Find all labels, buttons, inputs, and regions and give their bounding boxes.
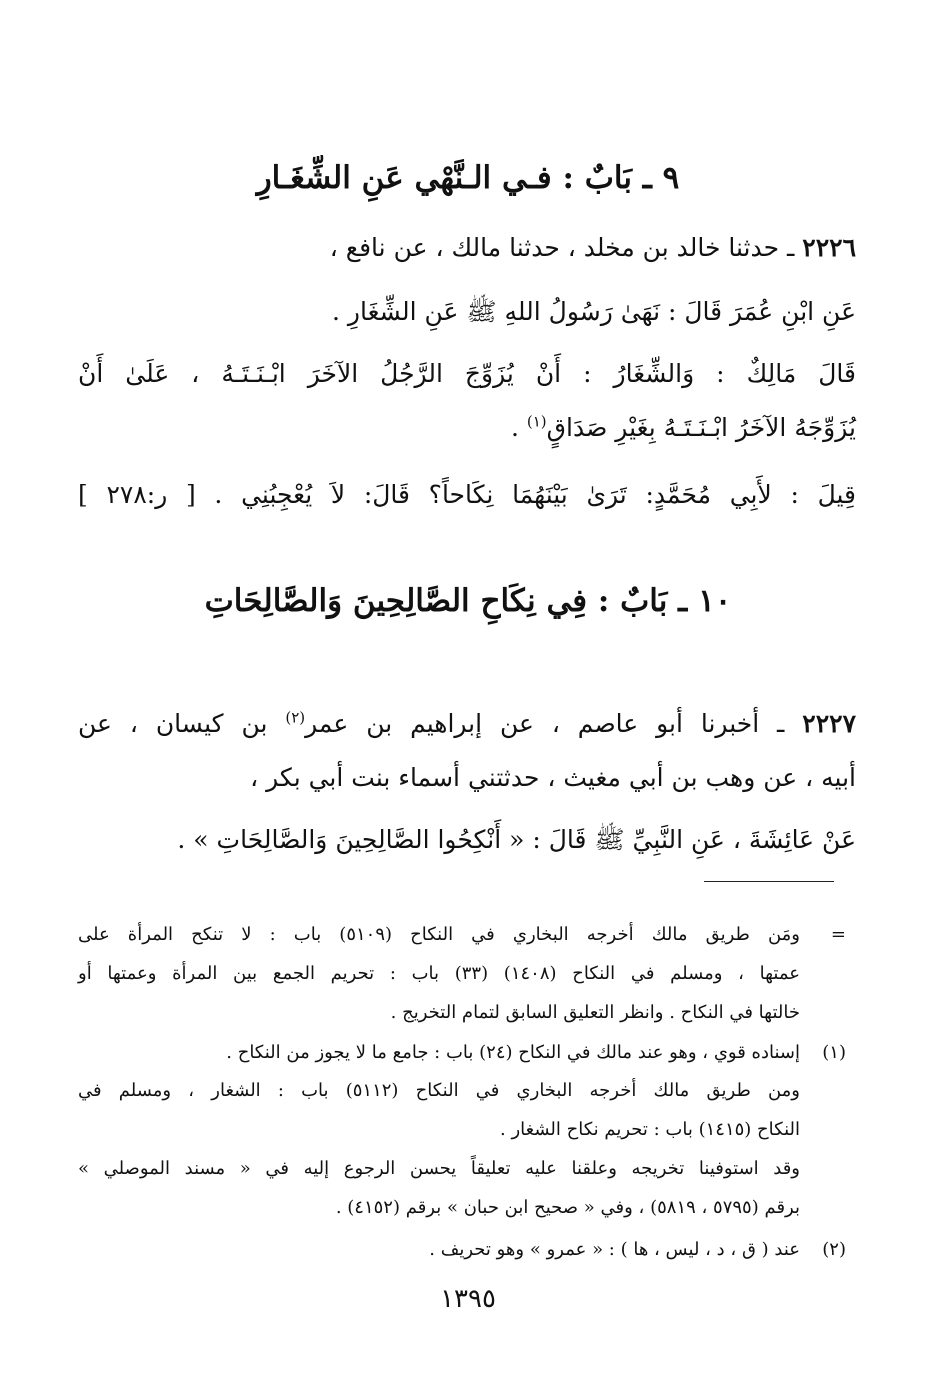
hadith-2226-line-1 <box>330 230 856 266</box>
hadith-2226-line-4-end: . <box>510 413 527 442</box>
continuation-marker: = <box>830 924 846 945</box>
footnote-1-line-1: إسناده قوي ، وهو عند مالك في النكاح (٢٤) باب : جامع ما لا يجوز من النكاح . <box>226 1042 800 1063</box>
chapter-10-heading: ١٠ ـ بَابٌ : فِي نِكَاحِ الصَّالِحِينَ وَالصَّالِحَاتِ <box>204 583 732 619</box>
footnote-continuation-line-2: عمتها ، ومسلم في النكاح (١٤٠٨) (٣٣) باب : تحريم الجمع بين المرأة وعمتها أو <box>78 963 800 984</box>
footnote-1-line-2: ومن طريق مالك أخرجه البخاري في النكاح (٥١١٢) باب : الشغار ، ومسلم في <box>78 1080 800 1101</box>
hadith-2226-line-2: عَنِ ابْنِ عُمَرَ قَالَ : نَهَىٰ رَسُولُ اللهِ ﷺ عَنِ الشِّغَارِ . <box>332 297 856 326</box>
footnote-continuation-line-3: خالتها في النكاح . وانظر التعليق السابق لتمام التخريج . <box>390 1002 800 1023</box>
hadith-2226-line-3: قَالَ مَالِكٌ : وَالشِّغَارُ : أَنْ يُزَوِّجَ الرَّجُلُ الآخَرَ ابْـنَـتَـهُ ، عَلَىٰ أَنْ <box>78 359 856 388</box>
chapter-9-heading: ٩ ـ بَابٌ : فـي الـنَّهْي عَنِ الشِّغَـارِ <box>256 160 680 196</box>
footnote-1-line-3: النكاح (١٤١٥) باب : تحريم نكاح الشغار . <box>500 1119 800 1140</box>
hadith-2227-line-3: عَنْ عَائِشَةَ ، عَنِ النَّبِيِّ ﷺ قَالَ : « أَنْكِحُوا الصَّالِحِينَ وَالصَّالِحَاتِ » . <box>177 825 856 854</box>
footnote-2-line-1: عند ( ق ، د ، ليس ، ها ) : « عمرو » وهو تحريف . <box>429 1239 800 1260</box>
hadith-2226-isnad: ـ حدثنا خالد بن مخلد ، حدثنا مالك ، عن نافع ، <box>329 233 803 262</box>
footnote-1-line-4: وقد استوفينا تخريجه وعلقنا عليه تعليقاً يحسن الرجوع إليه في « مسند الموصلي » <box>78 1158 800 1179</box>
footnote-continuation-line-1: ومَن طريق مالك أخرجه البخاري في النكاح (٥١٠٩) باب : لا تنكح المرأة على <box>78 924 800 945</box>
footnote-1-line-5: برقم (٥٧٩٥ ، ٥٨١٩) ، وفي « صحيح ابن حبان » برقم (٤١٥٢) . <box>335 1197 800 1218</box>
footnote-divider <box>704 881 834 882</box>
footnote-ref-1: (١) <box>526 412 547 431</box>
hadith-2227-isnad: ـ أخبرنا أبو عاصم ، عن إبراهيم بن عمر <box>305 709 803 738</box>
hadith-2226-line-5: قِيلَ : لأَبِي مُحَمَّدٍ: تَرَىٰ بَيْنَهُمَا نِكَاحاً؟ قَالَ: لاَ يُعْجِبُنِي . [ ر:٢٧٨ ] <box>78 480 857 509</box>
hadith-2226-line-4-text: يُزَوِّجَهُ الآخَرُ ابْـنَـتَـهُ بِغَيْرِ صَدَاقٍ <box>546 413 856 442</box>
hadith-2226-line-4 <box>511 410 856 446</box>
footnote-ref-2: (٢) <box>285 708 306 727</box>
hadith-2226-number: ٢٢٢٦ <box>802 233 856 262</box>
page-number: ١٣٩٥ <box>440 1284 496 1314</box>
footnote-1-marker: (١) <box>822 1042 846 1063</box>
hadith-2227-line-2: أبيه ، عن وهب بن أبي مغيث ، حدثتني أسماء بنت أبي بكر ، <box>250 763 856 792</box>
hadith-2227-number: ٢٢٢٧ <box>802 709 856 738</box>
hadith-2227-isnad-end: بن كيسان ، عن <box>78 709 286 738</box>
hadith-2227-line-1 <box>78 706 856 742</box>
footnote-2-marker: (٢) <box>822 1239 846 1260</box>
